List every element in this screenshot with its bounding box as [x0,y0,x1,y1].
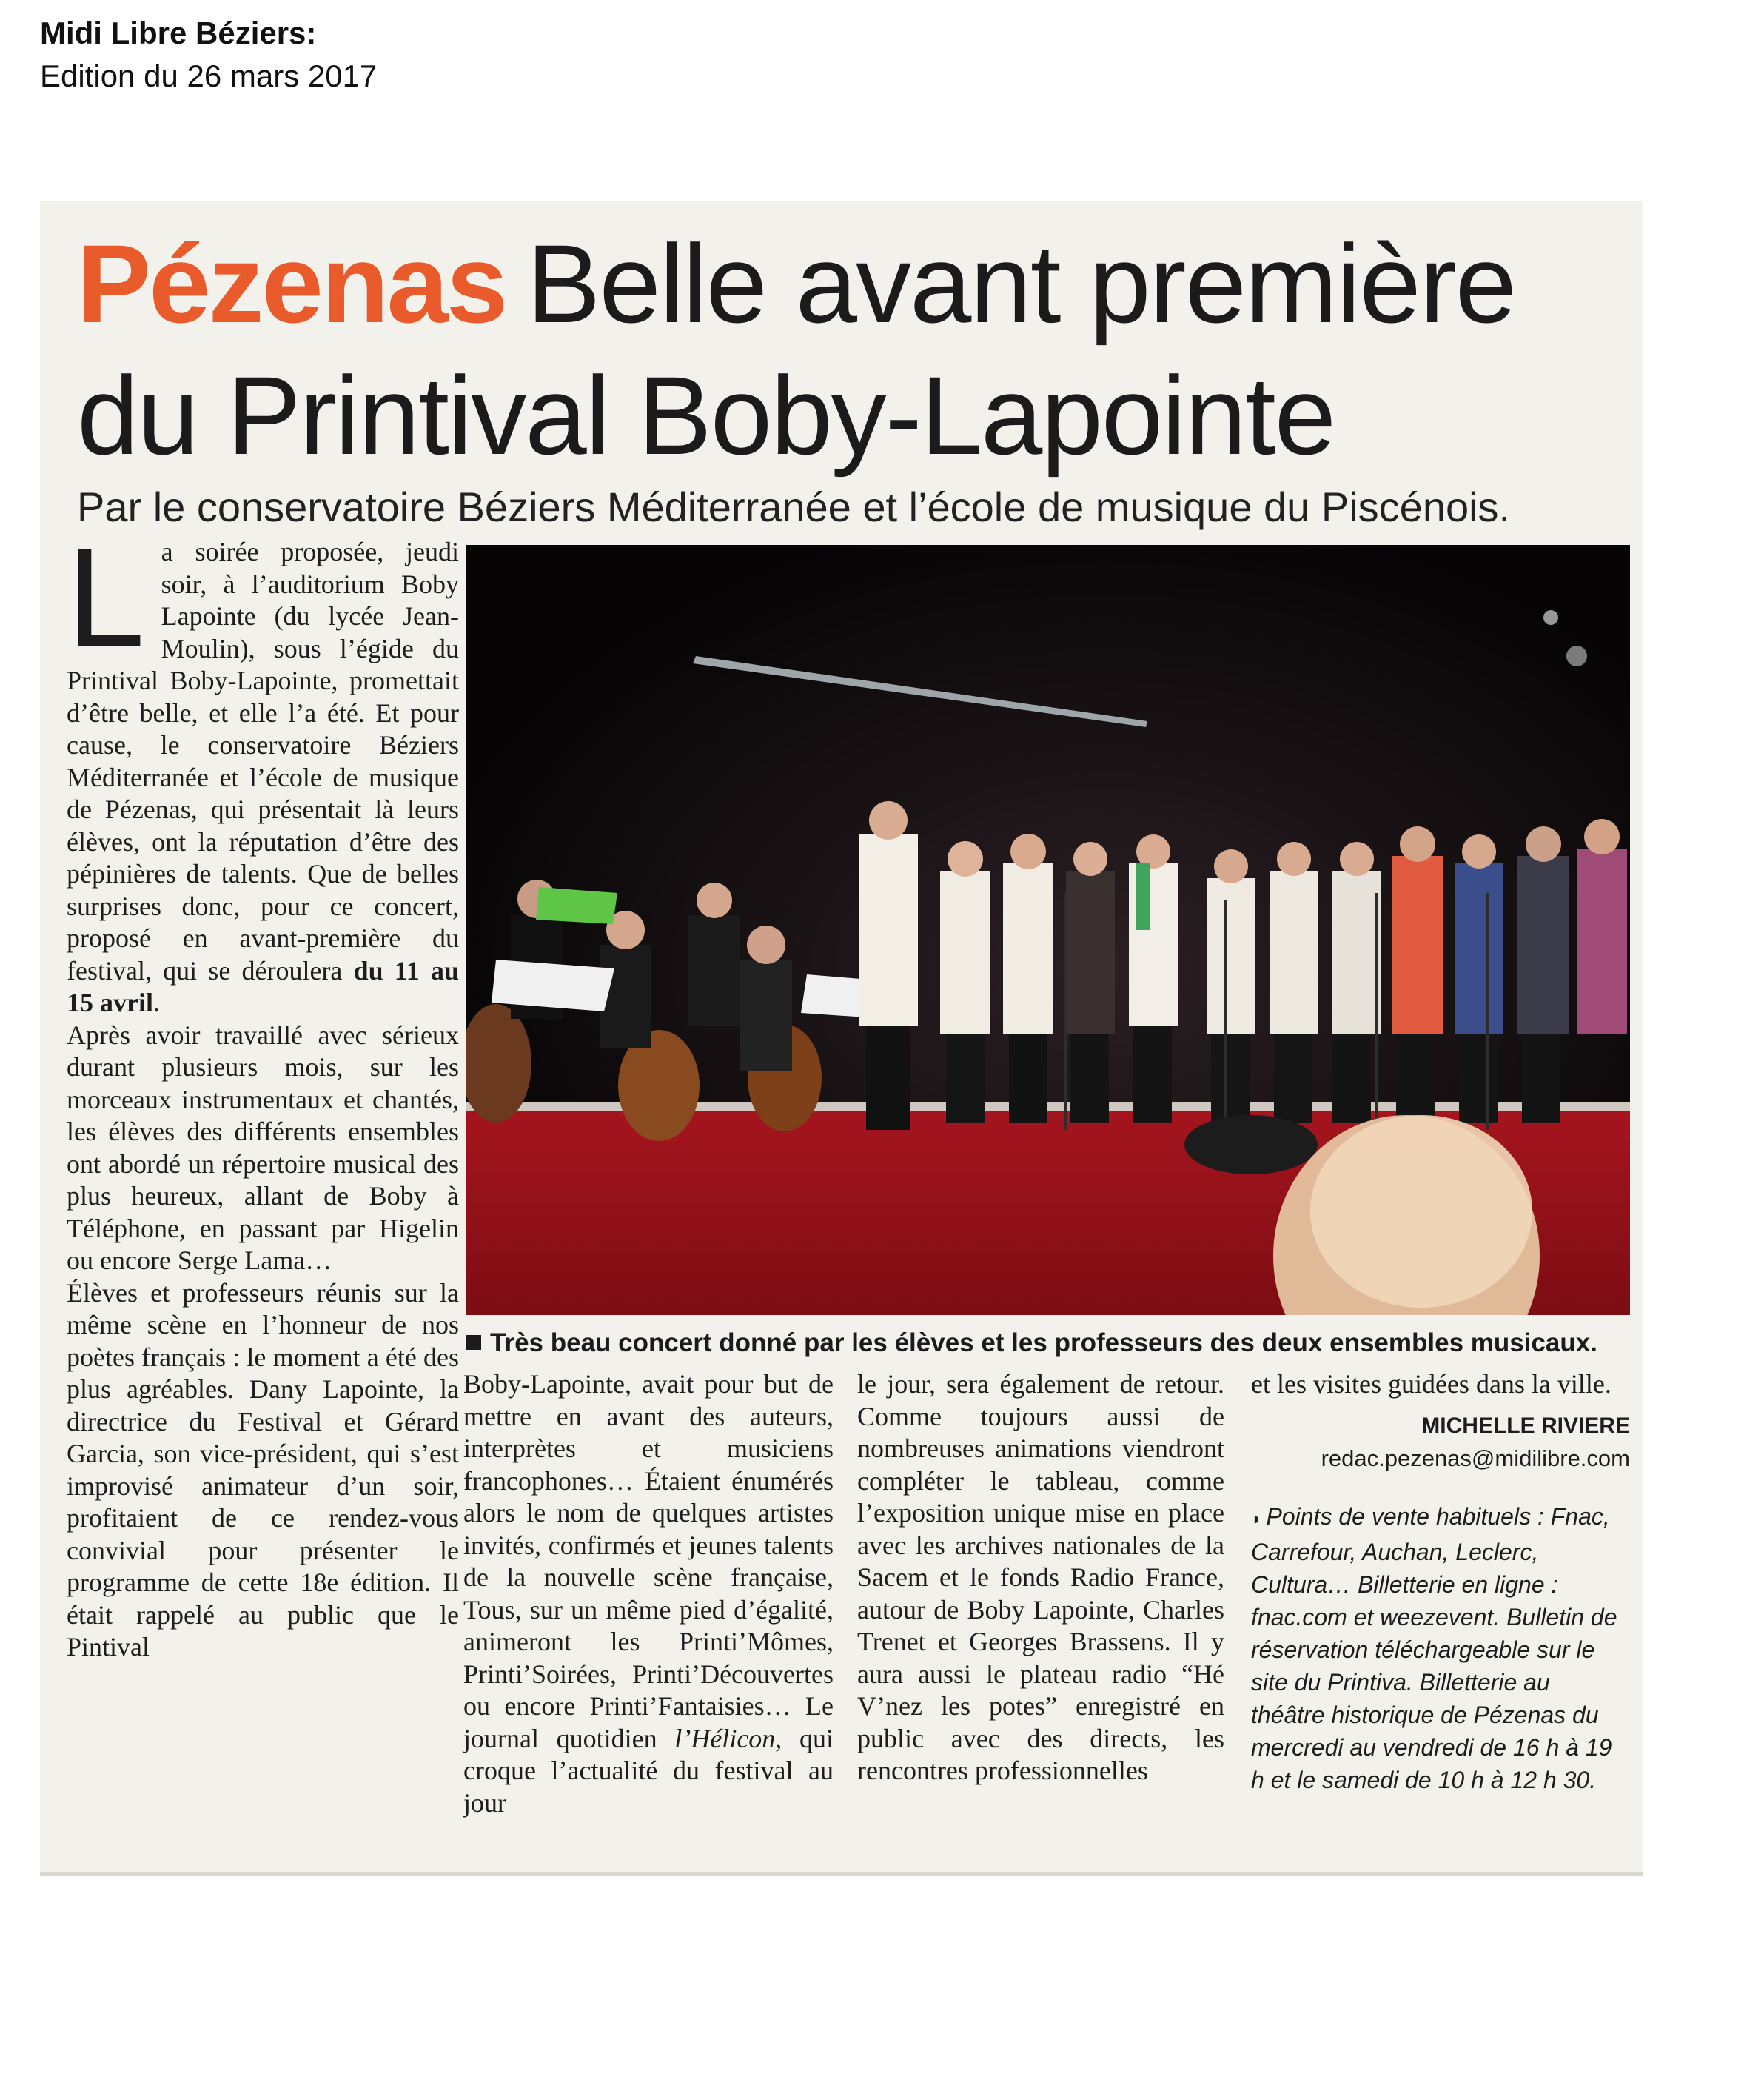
kicker-town: Pézenas [77,221,506,346]
drop-cap: L [67,519,145,676]
paragraph [463,1368,834,1819]
paragraph: Après avoir travaillé avec sérieux durant plusieurs mois, sur les morceaux instrumentaux et chantés, les élèves des différents ensembles ont abordé un répertoire musical des plus heureux, allant de Boby à Téléphone, en passant par Higelin ou encore Serge Lama… [67,1020,459,1275]
paragraph [67,519,460,1020]
festival-dates: du 11 au 15 avril [67,955,460,1017]
headline-line-1: Belle avant première [526,221,1516,346]
concert-photo [466,545,1630,1315]
paragraph: le jour, sera également de retour. Comme toujours aussi de nombreuses animations viendront compléter le tableau, comme l’exposition unique mise en place avec les archives nationales de la Sacem et le fonds Radio France, autour de Boby Lapointe, Charles Trenet et Georges Brassens. Il y aura aussi le plateau radio “Hé V’nez les potes” enregistré en public avec des directs, les rencontres professionnelles [857,1369,1224,1785]
ticket-info [1251,1500,1630,1796]
journal-name: l’Hélicon [674,1723,776,1753]
caption-square-bullet-icon [466,1335,481,1350]
paragraph: et les visites guidées dans la ville. [1251,1369,1612,1399]
clipping-edge [40,1872,1643,1876]
headline [77,218,1624,481]
paragraph-text: a soirée proposée, jeudi soir, à l’auditorium Boby Lapointe (du lycée Jean-Moulin), sous l’égide du Printival Boby-Lapointe, promettait d’être belle, et elle l’a été. Et pour cause, le conservatoire Béziers Méditerranée et l’école de musique de Pézenas, qui présentait là leurs élèves, ont la réputation d’être des pépinières de talents. Que de belles surprises donc, pour ce concert, proposé en avant-première du festival, qui se déroulera [67,537,459,986]
paragraph: Élèves et professeurs réunis sur la même scène en l’honneur de nos poètes français : le moment a été des plus agréables. Dany Lapointe, la directrice du Festival et Gérard Garcia, son vice-président, qui s’est improvisé animateur d’un soir, profitaient de ce rendez-vous convivial pour présenter le programme de cette 18e édition. Il était rappelé au public que le Pintival [67,1277,459,1662]
publication-name: Midi Libre Béziers: [40,16,317,50]
paragraph-end: . [152,988,160,1017]
page-header [40,12,377,98]
info-bullet-icon: ◗ [1251,1508,1262,1529]
article-column-1 [67,519,460,1664]
paragraph-text: Boby-Lapointe, avait pour but de mettre en avant des auteurs, interprètes et musiciens francophones… Étaient énumérés alors le nom de quelques artistes invités, confirmés et jeunes talents de la nouvelle scène française, Tous, sur un même pied d’égalité, animeront les Printi’Mômes, Printi’Soirées, Printi’Découvertes ou encore Printi’Fantaisies… Le journal quotidien [463,1369,834,1753]
concert-photo-illustration [466,545,1630,1315]
article-column-3 [857,1368,1224,1787]
newspaper-clipping [40,201,1643,1876]
caption-text: Très beau concert donné par les élèves et les professeurs des deux ensembles musicaux. [490,1328,1597,1357]
edition-date: Edition du 26 mars 2017 [40,58,378,93]
author-email: redac.pezenas@midilibre.com [1321,1445,1630,1471]
author-byline: MICHELLE RIVIERE [1421,1413,1630,1438]
headline-line-2: du Printival Boby-Lapointe [77,353,1335,478]
paragraph-end: , qui croque l’actualité du festival au jour [463,1723,834,1818]
article-column-2 [463,1368,834,1819]
subtitle: Par le conservatoire Béziers Méditerranée et l’école de musique du Piscénois. [77,484,1511,530]
ticket-info-text: Points de vente habituels : Fnac, Carrefour, Auchan, Leclerc, Cultura… Billetterie en ligne : fnac.com et weezevent. Bulletin de réservation téléchargeable sur le site du Printiva. Billetterie au théâtre historique de Pézenas du mercredi au vendredi de 16 h à 19 h et le samedi de 10 h à 12 h 30. [1251,1502,1617,1793]
photo-caption [466,1327,1643,1359]
article-column-4 [1251,1368,1630,1796]
